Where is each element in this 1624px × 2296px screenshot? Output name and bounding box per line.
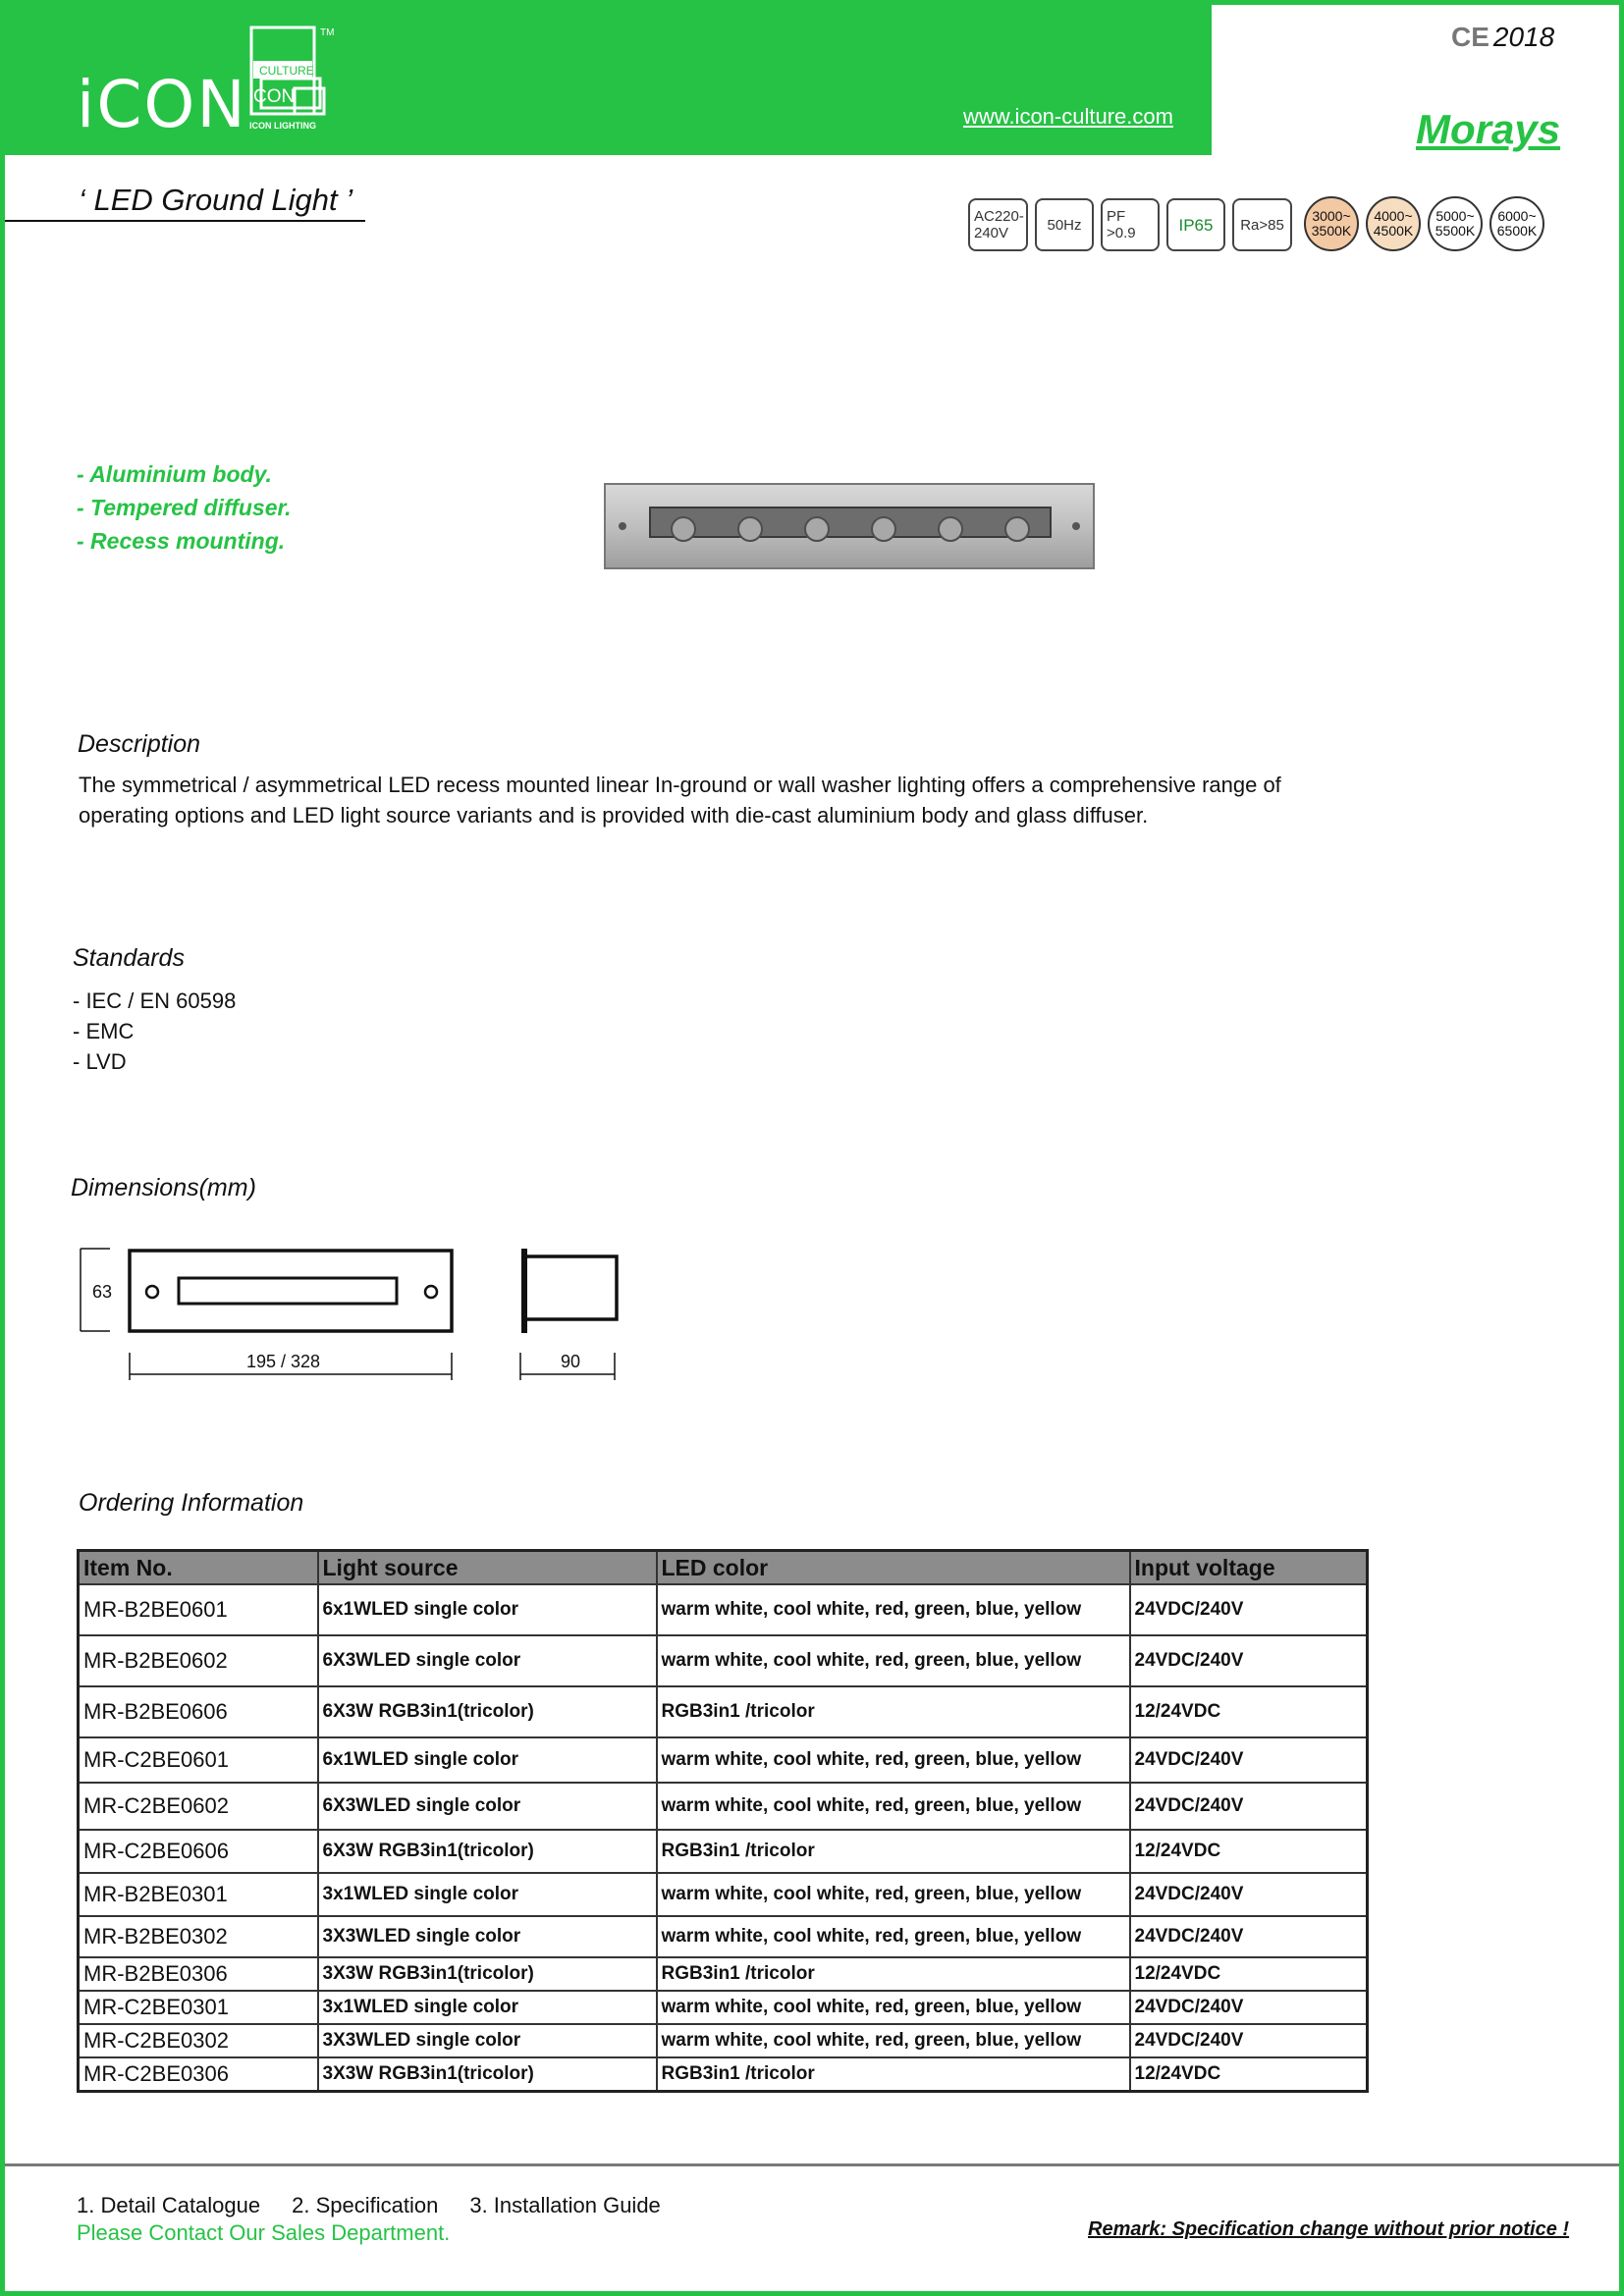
table-header-row — [79, 1551, 1368, 1585]
standard-item: - LVD — [73, 1049, 127, 1074]
input-voltage-cell: 24VDC/240V — [1130, 1916, 1368, 1957]
logo-mark-line-2: CON — [253, 86, 296, 107]
led-color-cell: warm white, cool white, red, green, blue, yellow — [657, 1635, 1130, 1686]
table-row — [79, 1737, 1368, 1783]
feature-item: - Recess mounting. — [77, 528, 286, 554]
item-number-cell: MR-B2BE0602 — [79, 1635, 318, 1686]
led-color-cell: warm white, cool white, red, green, blue, yellow — [657, 2024, 1130, 2057]
column-header: LED color — [657, 1551, 1130, 1585]
light-source-cell: 3X3WLED single color — [318, 1916, 657, 1957]
logo-mark-line-1: CULTURE — [259, 64, 314, 78]
dimension-depth: 90 — [561, 1352, 581, 1371]
light-source-cell: 6X3WLED single color — [318, 1783, 657, 1830]
led-color-cell: warm white, cool white, red, green, blue, yellow — [657, 1873, 1130, 1916]
table-row — [79, 1584, 1368, 1635]
footer-contact: Please Contact Our Sales Department. — [77, 2220, 451, 2245]
light-source-cell: 6x1WLED single color — [318, 1737, 657, 1783]
input-voltage-cell: 12/24VDC — [1130, 1830, 1368, 1873]
certification-year — [1451, 22, 1554, 53]
logo-mark-line-3: ICON LIGHTING — [249, 121, 316, 131]
standard-item: - EMC — [73, 1019, 135, 1043]
input-voltage-cell: 12/24VDC — [1130, 1957, 1368, 1991]
item-number-cell: MR-C2BE0302 — [79, 2024, 318, 2057]
header-banner — [0, 0, 1212, 155]
led-color-cell: warm white, cool white, red, green, blue, yellow — [657, 1991, 1130, 2024]
item-number-cell: MR-C2BE0306 — [79, 2057, 318, 2091]
table-body — [79, 1584, 1368, 2091]
title-underline — [5, 220, 365, 222]
dimension-length: 195 / 328 — [246, 1352, 321, 1371]
standards-list — [73, 986, 236, 1077]
light-source-cell: 6x1WLED single color — [318, 1584, 657, 1635]
input-voltage-cell: 12/24VDC — [1130, 2057, 1368, 2091]
feature-item: - Tempered diffuser. — [77, 495, 292, 520]
ordering-heading: Ordering Information — [79, 1489, 304, 1517]
footer-divider — [5, 2163, 1619, 2166]
description-heading: Description — [78, 730, 201, 758]
footer-links — [77, 2193, 661, 2218]
led-color-cell: RGB3in1 /tricolor — [657, 1957, 1130, 1991]
product-title: ‘ LED Ground Light ’ — [79, 183, 353, 217]
input-voltage-cell: 24VDC/240V — [1130, 2024, 1368, 2057]
website-link[interactable]: www.icon-culture.com — [963, 104, 1173, 129]
table-row — [79, 2057, 1368, 2091]
table-row — [79, 1873, 1368, 1916]
item-number-cell: MR-B2BE0301 — [79, 1873, 318, 1916]
footer-link-detail-catalogue[interactable]: 1. Detail Catalogue — [77, 2193, 261, 2217]
color-temp-3000: 3000~ 3500K — [1304, 196, 1359, 251]
badge-cri: Ra>85 — [1232, 198, 1292, 251]
input-voltage-cell: 24VDC/240V — [1130, 1873, 1368, 1916]
table-row — [79, 2024, 1368, 2057]
led-color-cell: warm white, cool white, red, green, blue, yellow — [657, 1737, 1130, 1783]
column-header: Item No. — [79, 1551, 318, 1585]
color-temp-4000: 4000~ 4500K — [1366, 196, 1421, 251]
input-voltage-cell: 24VDC/240V — [1130, 1991, 1368, 2024]
item-number-cell: MR-B2BE0601 — [79, 1584, 318, 1635]
table-row — [79, 1916, 1368, 1957]
input-voltage-cell: 24VDC/240V — [1130, 1635, 1368, 1686]
led-color-cell: RGB3in1 /tricolor — [657, 2057, 1130, 2091]
light-source-cell: 3X3W RGB3in1(tricolor) — [318, 1957, 657, 1991]
table-row — [79, 1686, 1368, 1737]
color-temp-5000: 5000~ 5500K — [1428, 196, 1483, 251]
badge-voltage: AC220- 240V — [968, 198, 1028, 251]
year-label: 2018 — [1492, 22, 1555, 52]
item-number-cell: MR-B2BE0302 — [79, 1916, 318, 1957]
item-number-cell: MR-B2BE0606 — [79, 1686, 318, 1737]
led-color-cell: warm white, cool white, red, green, blue, yellow — [657, 1783, 1130, 1830]
color-temp-6000: 6000~ 6500K — [1489, 196, 1544, 251]
footer-remark: Remark: Specification change without prior notice ! — [1088, 2218, 1570, 2240]
feature-list — [77, 457, 292, 558]
ordering-table — [77, 1549, 1369, 2093]
led-color-cell: warm white, cool white, red, green, blue, yellow — [657, 1916, 1130, 1957]
product-image — [603, 482, 1096, 570]
footer-link-specification[interactable]: 2. Specification — [292, 2193, 439, 2217]
footer-link-installation-guide[interactable]: 3. Installation Guide — [469, 2193, 661, 2217]
feature-item: - Aluminium body. — [77, 461, 272, 487]
dimension-drawing — [75, 1237, 634, 1384]
ce-mark: CE — [1451, 22, 1489, 52]
item-number-cell: MR-C2BE0301 — [79, 1991, 318, 2024]
light-source-cell: 3x1WLED single color — [318, 1991, 657, 2024]
led-color-cell: RGB3in1 /tricolor — [657, 1830, 1130, 1873]
series-name: Morays — [1416, 106, 1561, 152]
dimension-height: 63 — [92, 1282, 113, 1302]
brand-logo-mark — [245, 24, 344, 132]
standards-heading: Standards — [73, 944, 185, 972]
item-number-cell: MR-C2BE0601 — [79, 1737, 318, 1783]
input-voltage-cell: 24VDC/240V — [1130, 1783, 1368, 1830]
dimensions-heading: Dimensions(mm) — [71, 1174, 256, 1201]
light-source-cell: 3X3WLED single color — [318, 2024, 657, 2057]
table-row — [79, 1635, 1368, 1686]
spec-badges — [968, 198, 1547, 253]
trademark: TM — [320, 27, 335, 38]
table-row — [79, 1957, 1368, 1991]
led-color-cell: RGB3in1 /tricolor — [657, 1686, 1130, 1737]
item-number-cell: MR-B2BE0306 — [79, 1957, 318, 1991]
column-header: Input voltage — [1130, 1551, 1368, 1585]
item-number-cell: MR-C2BE0606 — [79, 1830, 318, 1873]
column-header: Light source — [318, 1551, 657, 1585]
input-voltage-cell: 24VDC/240V — [1130, 1584, 1368, 1635]
item-number-cell: MR-C2BE0602 — [79, 1783, 318, 1830]
input-voltage-cell: 24VDC/240V — [1130, 1737, 1368, 1783]
input-voltage-cell: 12/24VDC — [1130, 1686, 1368, 1737]
standard-item: - IEC / EN 60598 — [73, 988, 237, 1013]
light-source-cell: 3x1WLED single color — [318, 1873, 657, 1916]
led-color-cell: warm white, cool white, red, green, blue, yellow — [657, 1584, 1130, 1635]
badge-ip-rating: IP65 — [1166, 198, 1225, 251]
light-source-cell: 3X3W RGB3in1(tricolor) — [318, 2057, 657, 2091]
badge-power-factor: PF >0.9 — [1101, 198, 1160, 251]
table-row — [79, 1830, 1368, 1873]
light-source-cell: 6X3WLED single color — [318, 1635, 657, 1686]
table-row — [79, 1991, 1368, 2024]
description-text: The symmetrical / asymmetrical LED recess mounted linear In-ground or wall washer lighting offers a comprehensive range of operating options and LED light source variants and is provided with die-cast aluminium body and glass diffuser. — [79, 773, 1281, 828]
brand-logo-text: iCON — [77, 67, 247, 142]
light-source-cell: 6X3W RGB3in1(tricolor) — [318, 1686, 657, 1737]
badge-frequency: 50Hz — [1035, 198, 1094, 251]
light-source-cell: 6X3W RGB3in1(tricolor) — [318, 1830, 657, 1873]
table-row — [79, 1783, 1368, 1830]
